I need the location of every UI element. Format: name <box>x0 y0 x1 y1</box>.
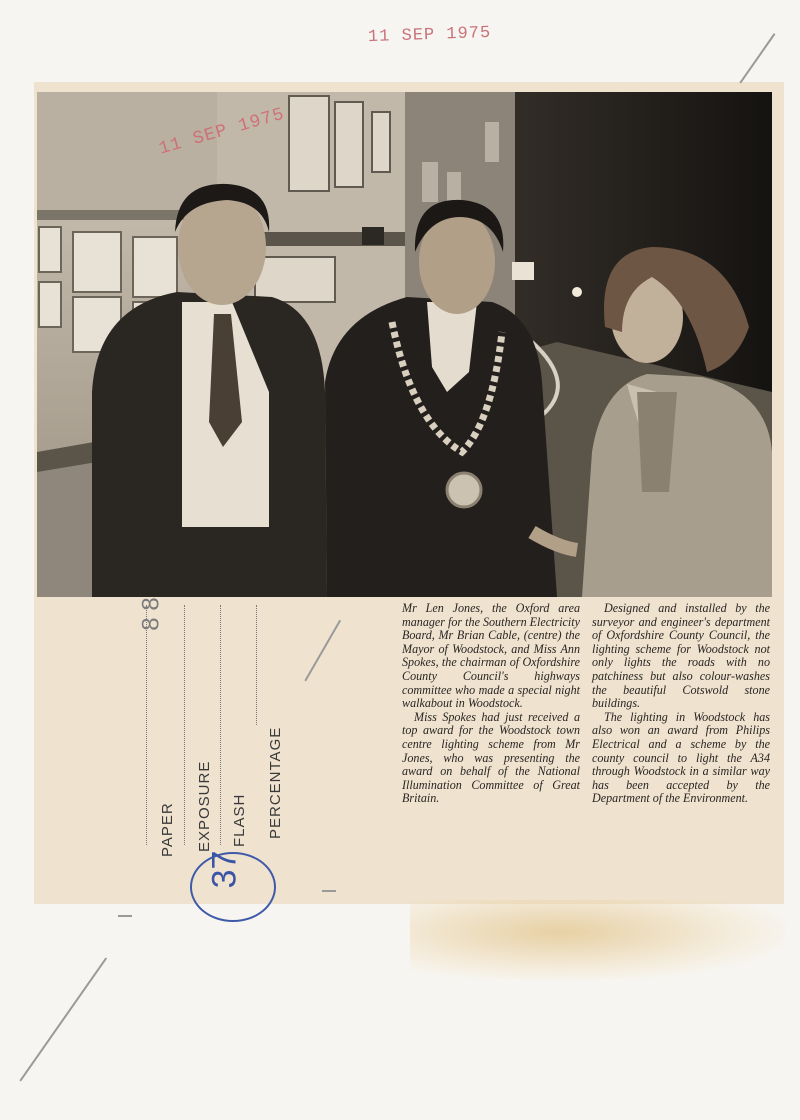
glue-stain <box>410 900 785 980</box>
caption-paragraph: The lighting in Woodstock has also won an award from Philips Electrical and a scheme by the county council to light the A34 through Woodstock in a similar way has been accepted by the Department of the Environment. <box>592 709 770 806</box>
dotted-line <box>184 605 185 845</box>
caption-left-column <box>402 602 580 806</box>
news-photo <box>37 92 772 597</box>
pencil-mark <box>739 33 775 83</box>
date-stamp-photo: 11 SEP 1975 <box>156 104 288 160</box>
photo-illustration <box>37 92 772 597</box>
handwritten-number: 8 8 <box>137 597 165 631</box>
circled-number: 37 <box>205 850 244 889</box>
form-label-paper: PAPER <box>159 802 176 857</box>
form-label-exposure: EXPOSURE <box>196 760 213 852</box>
pencil-mark <box>19 957 106 1081</box>
pencil-mark <box>322 890 336 892</box>
date-stamp-top: 11 SEP 1975 <box>367 23 492 48</box>
caption-paragraph: Miss Spokes had just received a top award for the Woodstock town centre lighting scheme from Mr Jones, who was presenting the award on behalf of the National Illumination Committee of Great Britain. <box>402 709 580 806</box>
pencil-mark <box>118 915 132 917</box>
caption-paragraph: Designed and installed by the surveyor and engineer's department of Oxfordshire County Council, the lighting scheme for Woodstock not only lights the roads with no patchiness but also colour-washes the beautiful Cotswold stone buildings. <box>592 601 770 711</box>
form-label-flash: FLASH <box>231 793 248 847</box>
dotted-line <box>256 605 257 725</box>
form-label-percentage: PERCENTAGE <box>267 726 284 839</box>
caption-right-column <box>592 602 770 806</box>
dotted-line <box>146 605 147 845</box>
dotted-line <box>220 605 221 845</box>
caption-paragraph: Mr Len Jones, the Oxford area manager for the Southern Electricity Board, Mr Brian Cable, (centre) the Mayor of Woodstock, and Miss Ann Spokes, the chairman of Oxfordshire County Council's highways committee who made a special night walkabout in Woodstock. <box>402 601 581 711</box>
